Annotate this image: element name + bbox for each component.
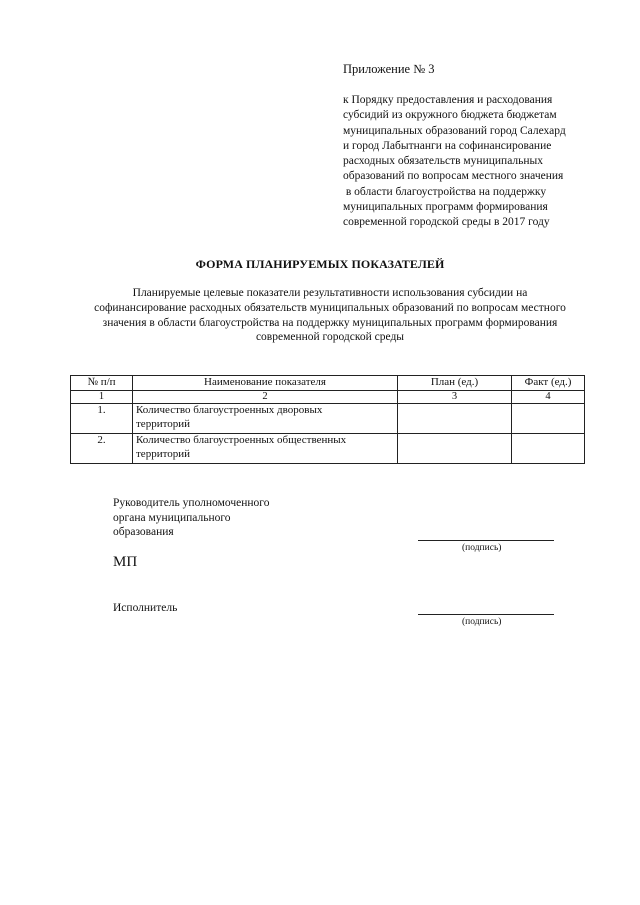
subtitle-line: Планируемые целевые показатели результативности использования субсидии на <box>132 287 528 299</box>
row-number-cell: 1. <box>71 404 133 434</box>
subtitle-line: значения в области благоустройства на поддержку муниципальных программ формирования <box>102 316 558 329</box>
annex-title: Приложение № 3 <box>343 62 435 76</box>
column-numbering-row <box>71 391 585 404</box>
header-cell-indicator-name: Наименование показателя <box>133 376 398 391</box>
header-cell-fact: Факт (ед.) <box>512 376 585 391</box>
head-signature-line[interactable] <box>418 540 554 541</box>
indicators-table <box>70 375 585 464</box>
header-cell-number: № п/п <box>71 376 133 391</box>
form-title: ФОРМА ПЛАНИРУЕМЫХ ПОКАЗАТЕЛЕЙ <box>195 257 445 271</box>
indicator-name-line: территорий <box>136 447 191 460</box>
head-label-line: органа муниципального <box>113 511 231 524</box>
column-number-cell: 3 <box>398 391 512 404</box>
subtitle-line: софинансирование расходных обязательств муниципальных образований по вопросам местного <box>94 301 566 314</box>
indicator-name-line: Количество благоустроенных дворовых <box>136 404 323 416</box>
indicator-name-cell <box>133 404 398 434</box>
head-label-line: Руководитель уполномоченного <box>113 497 270 509</box>
table-header-row <box>71 376 585 391</box>
executor-signature-caption: (подпись) <box>462 617 502 627</box>
head-signature-caption: (подпись) <box>462 543 502 553</box>
column-number-cell: 1 <box>71 391 133 404</box>
annex-reference <box>343 93 613 231</box>
row-number-cell: 2. <box>71 434 133 464</box>
form-subtitle <box>60 286 600 345</box>
annex-reference-line: в области благоустройства на поддержку <box>343 185 547 198</box>
column-number-cell: 2 <box>133 391 398 404</box>
annex-reference-line: муниципальных образований город Салехард <box>343 124 566 137</box>
column-number-cell: 4 <box>512 391 585 404</box>
subtitle-line: современной городской среды <box>255 331 405 344</box>
indicator-name-line: территорий <box>136 417 191 430</box>
header-cell-plan: План (ед.) <box>398 376 512 391</box>
head-signature-label <box>113 496 269 540</box>
indicator-name-line: Количество благоустроенных общественных <box>136 434 347 446</box>
annex-reference-line: образований по вопросам местного значения <box>343 170 564 183</box>
executor-label: Исполнитель <box>113 602 178 614</box>
plan-cell[interactable] <box>398 404 512 434</box>
fact-cell[interactable] <box>512 404 585 434</box>
plan-cell[interactable] <box>398 434 512 464</box>
annex-reference-line: расходных обязательств муниципальных <box>343 155 544 168</box>
head-label-line: образования <box>113 526 174 538</box>
executor-signature-line[interactable] <box>418 614 554 615</box>
table-row <box>71 434 585 464</box>
annex-reference-line: и город Лабытнанги на софинансирование <box>343 139 552 152</box>
annex-reference-line: муниципальных программ формирования <box>343 201 548 214</box>
annex-reference-line: субсидий из окружного бюджета бюджетам <box>343 109 557 122</box>
table-row <box>71 404 585 434</box>
stamp-placeholder: МП <box>113 554 138 570</box>
annex-reference-line: современной городской среды в 2017 году <box>343 216 550 229</box>
annex-reference-line: к Порядку предоставления и расходования <box>343 94 553 106</box>
indicator-name-cell <box>133 434 398 464</box>
fact-cell[interactable] <box>512 434 585 464</box>
